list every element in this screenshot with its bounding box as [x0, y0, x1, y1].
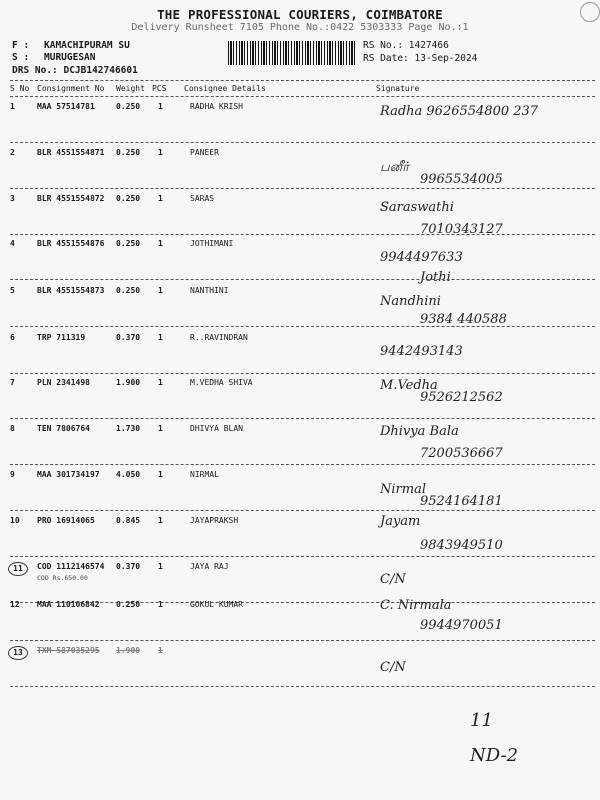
- row-pcs: 1: [158, 286, 163, 295]
- row-signature: M.Vedha: [380, 378, 438, 393]
- area-line-2: MURUGESAN: [44, 52, 96, 63]
- row-weight: 1.900: [116, 646, 141, 655]
- row-consignee: R..RAVINDRAN: [190, 333, 248, 342]
- row-divider: [10, 373, 595, 374]
- row-consignee: RADHA KRISH: [190, 102, 243, 111]
- row-consignment-no: MAA 57514781: [37, 102, 95, 111]
- row-weight: 0.250: [116, 194, 141, 203]
- document-title: THE PROFESSIONAL COURIERS, COIMBATORE: [157, 7, 443, 22]
- row-divider: [10, 326, 595, 327]
- row-signature: Radha 9626554800 237: [380, 104, 539, 119]
- row-consignee: DHIVYA BLAN: [190, 424, 243, 433]
- row-sno: 8: [10, 424, 15, 433]
- row-signature-phone: 9944970051: [420, 618, 503, 633]
- row-pcs: 1: [158, 562, 163, 571]
- row-sno: 10: [10, 516, 20, 525]
- row-signature-phone: 9965534005: [420, 172, 503, 187]
- row-consignment-no: BLR 4551554871: [37, 148, 105, 157]
- handwritten-nd: ND-2: [470, 745, 519, 766]
- row-consignee: NIRMAL: [190, 470, 219, 479]
- col-consignment: Consignment No: [37, 84, 105, 93]
- row-divider: [10, 418, 595, 419]
- row-divider: [10, 234, 595, 235]
- row-pcs: 1: [158, 646, 163, 655]
- row-pcs: 1: [158, 102, 163, 111]
- row-pcs: 1: [158, 516, 163, 525]
- row-signature: 9442493143: [380, 344, 463, 359]
- row-sno: 11: [8, 562, 28, 576]
- row-consignment-no: TRP 711319: [37, 333, 86, 342]
- row-divider: [10, 464, 595, 465]
- row-pcs: 1: [158, 470, 163, 479]
- row-cod-amount: COD Rs.650.00: [37, 574, 88, 582]
- row-consignment-no: BLR 4551554872: [37, 194, 105, 203]
- row-divider: [10, 188, 595, 189]
- row-consignee: GOKUL KUMAR: [190, 600, 243, 609]
- row-pcs: 1: [158, 424, 163, 433]
- barcode-icon: [228, 41, 356, 65]
- row-weight: 0.250: [116, 148, 141, 157]
- row-divider: [10, 279, 595, 280]
- row-pcs: 1: [158, 239, 163, 248]
- row-weight: 0.370: [116, 562, 141, 571]
- row-sno: 9: [10, 470, 15, 479]
- area-line-1: KAMACHIPURAM SU: [44, 40, 130, 51]
- row-signature: Nandhini: [380, 294, 441, 309]
- row-consignment-no: TEN 7806764: [37, 424, 90, 433]
- row-consignment-no: TXM 587035295: [37, 646, 100, 655]
- row-weight: 4.050: [116, 470, 141, 479]
- row-signature: Saraswathi: [380, 200, 454, 215]
- row-signature-phone: Jothi: [420, 270, 451, 285]
- row-signature-phone: 9526212562: [420, 390, 503, 405]
- row-consignee: SARAS: [190, 194, 215, 203]
- row-sno: 1: [10, 102, 15, 111]
- col-signature: Signature: [376, 84, 420, 93]
- row-weight: 0.250: [116, 600, 141, 609]
- row-signature: Dhivya Bala: [380, 424, 459, 439]
- row-signature-phone: 7010343127: [420, 222, 503, 237]
- row-divider: [10, 556, 595, 557]
- row-weight: 0.250: [116, 239, 141, 248]
- row-weight: 0.845: [116, 516, 141, 525]
- row-divider: [10, 142, 595, 143]
- row-divider: [10, 686, 595, 687]
- row-divider: [10, 640, 595, 641]
- row-divider: [10, 510, 595, 511]
- row-consignment-no: BLR 4551554873: [37, 286, 105, 295]
- row-weight: 0.250: [116, 102, 141, 111]
- row-pcs: 1: [158, 333, 163, 342]
- row-signature-phone: 9384 440588: [420, 312, 507, 327]
- row-consignment-no: BLR 4551554876: [37, 239, 105, 248]
- col-sno: S No: [10, 84, 30, 93]
- row-consignee: JAYA RAJ: [190, 562, 229, 571]
- row-weight: 0.370: [116, 333, 141, 342]
- row-sno: 5: [10, 286, 15, 295]
- row-signature: Jayam: [380, 514, 421, 529]
- area-marker-1: F :: [12, 40, 30, 51]
- row-pcs: 1: [158, 378, 163, 387]
- row-sno: 12: [10, 600, 20, 609]
- drs-number: DRS No.: DCJB142746601: [12, 65, 138, 76]
- handwritten-count: 11: [470, 710, 493, 731]
- row-pcs: 1: [158, 194, 163, 203]
- row-consignee: PANEER: [190, 148, 219, 157]
- row-signature: Nirmal: [380, 482, 426, 497]
- row-consignment-no: PLN 2341498: [37, 378, 90, 387]
- area-marker-2: S :: [12, 52, 30, 63]
- row-signature: பனீர்: [380, 160, 410, 175]
- row-consignment-no: MAA 301734197: [37, 470, 100, 479]
- row-sno: 3: [10, 194, 15, 203]
- row-weight: 1.900: [116, 378, 141, 387]
- row-signature: C. Nirmala: [380, 598, 452, 613]
- row-sno: 13: [8, 646, 28, 660]
- row-signature: 9944497633: [380, 250, 463, 265]
- row-consignee: JOTHIMANI: [190, 239, 234, 248]
- row-signature-phone: 9843949510: [420, 538, 503, 553]
- rs-date: RS Date: 13-Sep-2024: [363, 53, 478, 64]
- header-rule-bottom: [10, 96, 595, 97]
- row-pcs: 1: [158, 148, 163, 157]
- row-signature: C/N: [380, 572, 406, 587]
- row-signature-phone: 7200536667: [420, 446, 503, 461]
- row-consignment-no: MAA 110106842: [37, 600, 100, 609]
- col-weight: Weight: [116, 84, 145, 93]
- row-sno: 4: [10, 239, 15, 248]
- row-consignment-no: PRO 16914065: [37, 516, 95, 525]
- rs-number: RS No.: 1427466: [363, 40, 449, 51]
- row-consignment-no: COD 1112146574: [37, 562, 105, 571]
- row-signature: C/N: [380, 660, 406, 675]
- row-sno: 6: [10, 333, 15, 342]
- row-pcs: 1: [158, 600, 163, 609]
- row-sno: 7: [10, 378, 15, 387]
- row-signature-phone: 9524164181: [420, 494, 503, 509]
- runsheet-subtitle: Delivery Runsheet 7105 Phone No.:0422 5303333 Page No.:1: [131, 22, 469, 33]
- row-weight: 1.730: [116, 424, 141, 433]
- col-pcs: PCS: [152, 84, 167, 93]
- row-consignee: M.VEDHA SHIVA: [190, 378, 253, 387]
- row-sno: 2: [10, 148, 15, 157]
- row-consignee: NANTHINI: [190, 286, 229, 295]
- row-weight: 0.250: [116, 286, 141, 295]
- header-rule-top: [10, 80, 595, 81]
- row-consignee: JAYAPRAKSH: [190, 516, 239, 525]
- col-consignee: Consignee Details: [184, 84, 266, 93]
